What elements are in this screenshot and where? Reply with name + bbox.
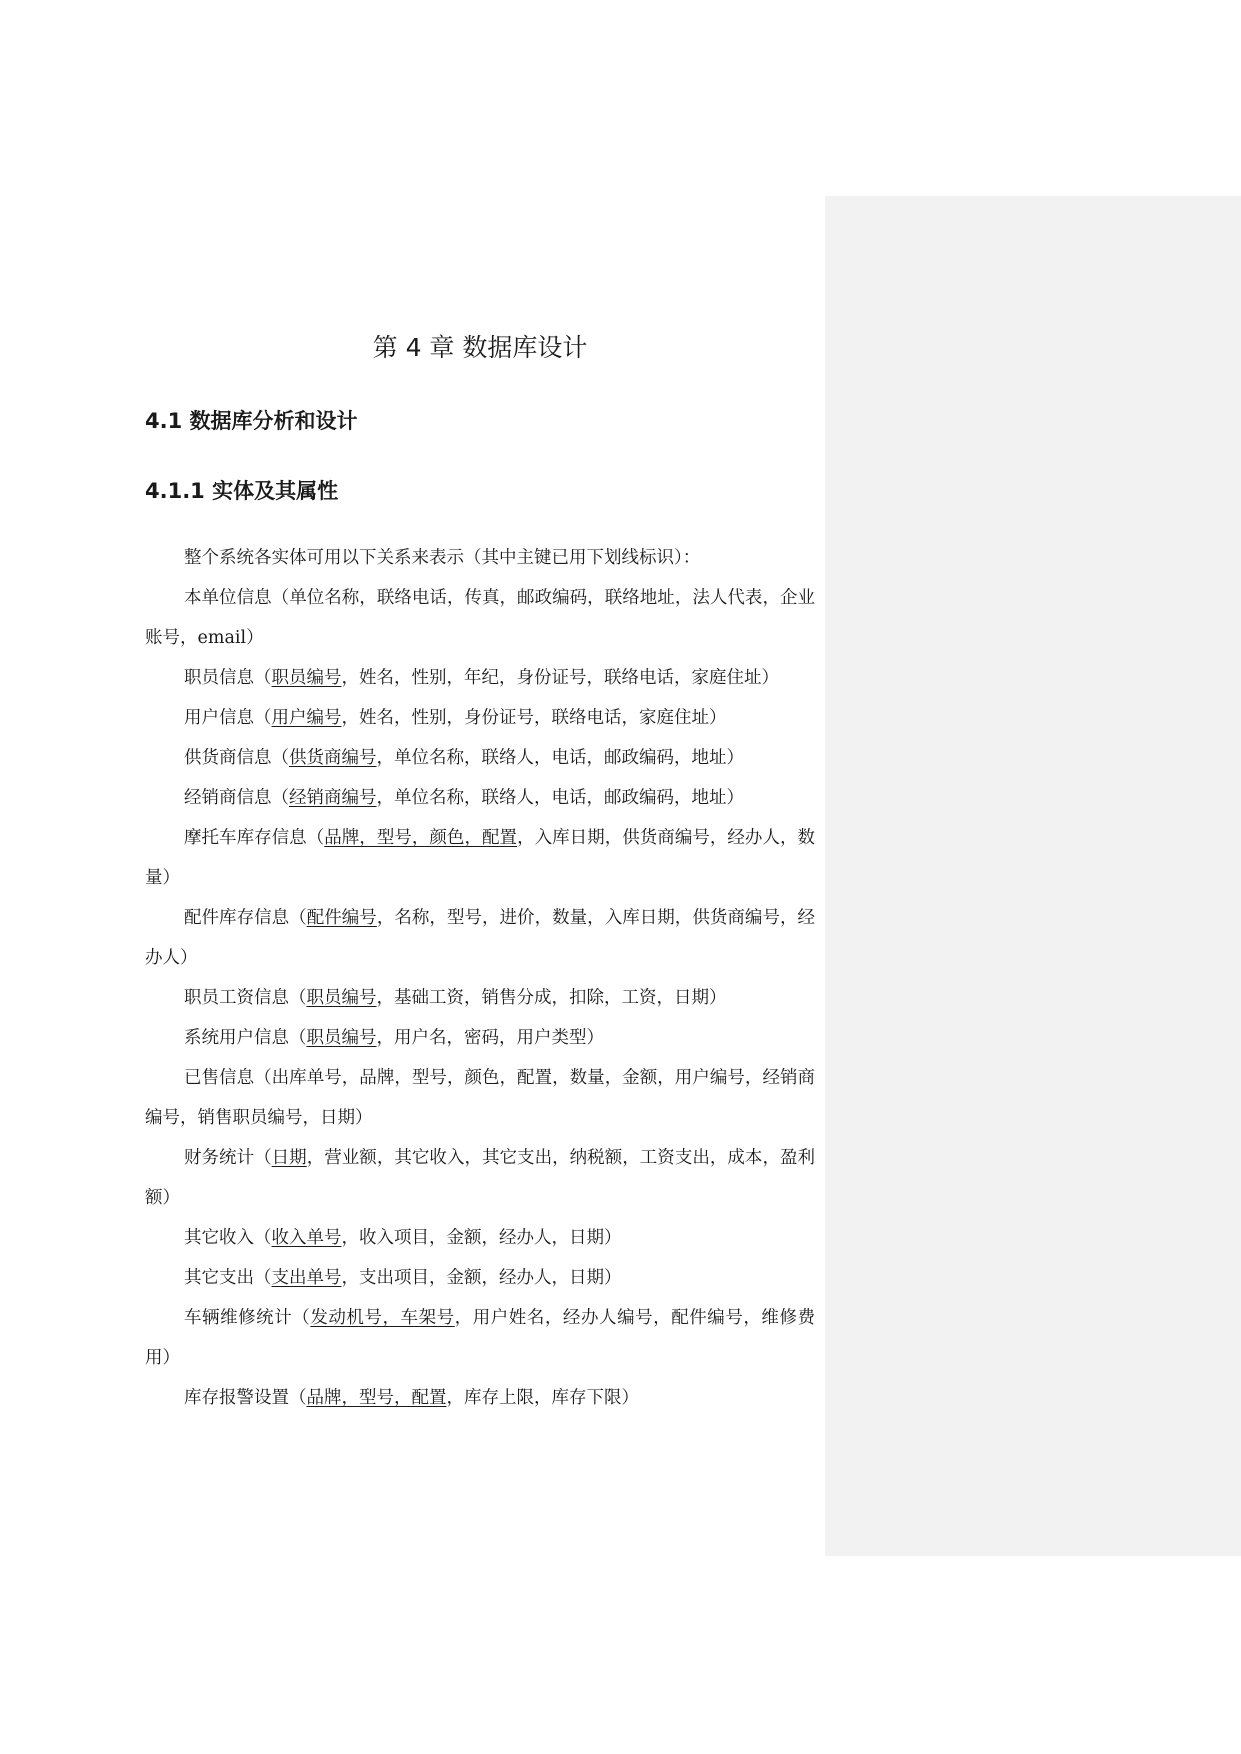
paren-open: （: [254, 1228, 272, 1248]
body-text: [145, 538, 815, 1418]
paren-open: （: [254, 1268, 272, 1288]
entity-name: 摩托车库存信息: [184, 828, 307, 848]
chapter-title: 第 4 章 数据库设计: [372, 333, 588, 362]
entity-name: 车辆维修统计: [184, 1308, 293, 1328]
entity-paragraph: [145, 738, 815, 778]
entity-attributes: ，名称，型号，进价，数量，入库日期，供货商编号，经办人）: [145, 908, 816, 968]
entity-attributes: 出库单号，品牌，型号，颜色，配置，数量，金额，用户编号，经销商编号，销售职员编号，日期）: [145, 1068, 816, 1128]
paren-open: （: [271, 748, 289, 768]
primary-key: 日期: [271, 1148, 307, 1168]
entity-name: 其它支出: [184, 1268, 254, 1288]
entity-attributes: ，支出项目，金额，经办人，日期）: [341, 1268, 622, 1288]
entity-attributes: ，单位名称，联络人，电话，邮政编码，地址）: [376, 748, 744, 768]
entity-attributes: ，入库日期，供货商编号，经办人，数量）: [145, 828, 816, 888]
primary-key: 经销商编号: [289, 788, 377, 808]
entity-name: 其它收入: [184, 1228, 254, 1248]
entity-name: 配件库存信息: [184, 908, 290, 928]
primary-key: 支出单号: [271, 1268, 342, 1288]
primary-key: 供货商编号: [289, 748, 377, 768]
primary-key: 收入单号: [271, 1228, 342, 1248]
paren-open: （: [271, 788, 289, 808]
primary-key: 品牌，型号，配置: [306, 1388, 447, 1408]
entity-paragraph: [145, 978, 815, 1018]
entity-name: 职员信息: [184, 668, 254, 688]
entity-name: 库存报警设置: [184, 1388, 289, 1408]
primary-key: 职员编号: [306, 1028, 377, 1048]
entity-name: 系统用户信息: [184, 1028, 289, 1048]
entity-attributes: ，基础工资，销售分成，扣除，工资，日期）: [376, 988, 727, 1008]
paren-open: （: [254, 1148, 272, 1168]
entity-name: 本单位信息: [184, 588, 272, 608]
paren-open: （: [254, 1068, 272, 1088]
entity-paragraph: [145, 818, 815, 898]
comment-margin-panel: [825, 196, 1241, 1556]
paren-open: （: [306, 828, 325, 848]
subsection-title: 4.1.1 实体及其属性: [145, 479, 339, 503]
entity-attributes: 单位名称，联络电话，传真，邮政编码，联络地址，法人代表，企业账号，email）: [145, 588, 816, 648]
entity-attributes: ，姓名，性别，身份证号，联络电话，家庭住址）: [341, 708, 727, 728]
entity-paragraph: [145, 778, 815, 818]
entity-paragraph: [145, 1138, 815, 1218]
entity-paragraph: [145, 1298, 815, 1378]
primary-key: 用户编号: [271, 708, 342, 728]
entity-attributes: ，营业额，其它收入，其它支出，纳税额，工资支出，成本，盈利额）: [145, 1148, 816, 1208]
paren-open: （: [289, 1028, 307, 1048]
entity-attributes: ，用户姓名，经办人编号，配件编号，维修费用）: [145, 1308, 816, 1368]
primary-key: 职员编号: [306, 988, 377, 1008]
entity-name: 用户信息: [184, 708, 254, 728]
primary-key: 配件编号: [306, 908, 377, 928]
entity-attributes: ，姓名，性别，年纪，身份证号，联络电话，家庭住址）: [341, 668, 779, 688]
paren-open: （: [271, 588, 290, 608]
primary-key: 发动机号，车架号: [310, 1308, 455, 1328]
entity-paragraph: [145, 578, 815, 658]
entity-name: 财务统计: [184, 1148, 255, 1168]
paren-open: （: [254, 668, 272, 688]
entity-paragraph: [145, 1018, 815, 1058]
entity-paragraph: [145, 1058, 815, 1138]
intro-paragraph: 整个系统各实体可用以下关系来表示（其中主键已用下划线标识）：: [184, 548, 701, 568]
entity-name: 经销商信息: [184, 788, 272, 808]
paren-open: （: [289, 988, 307, 1008]
entity-name: 职员工资信息: [184, 988, 289, 1008]
entity-paragraph: [145, 1258, 815, 1298]
entity-paragraph: [145, 1378, 815, 1418]
entity-paragraph: [145, 1218, 815, 1258]
entity-name: 已售信息: [184, 1068, 255, 1088]
entity-attributes: ，单位名称，联络人，电话，邮政编码，地址）: [376, 788, 744, 808]
paren-open: （: [289, 1388, 307, 1408]
entity-paragraph: [145, 698, 815, 738]
primary-key: 品牌，型号，颜色，配置: [324, 828, 518, 848]
entity-paragraph: [145, 658, 815, 698]
paren-open: （: [292, 1308, 311, 1328]
entity-attributes: ，用户名，密码，用户类型）: [376, 1028, 604, 1048]
entity-attributes: ，库存上限，库存下限）: [446, 1388, 639, 1408]
entity-attributes: ，收入项目，金额，经办人，日期）: [341, 1228, 622, 1248]
entity-name: 供货商信息: [184, 748, 272, 768]
entity-paragraph: [145, 898, 815, 978]
primary-key: 职员编号: [271, 668, 342, 688]
section-title: 4.1 数据库分析和设计: [145, 409, 358, 433]
paren-open: （: [254, 708, 272, 728]
paren-open: （: [289, 908, 307, 928]
